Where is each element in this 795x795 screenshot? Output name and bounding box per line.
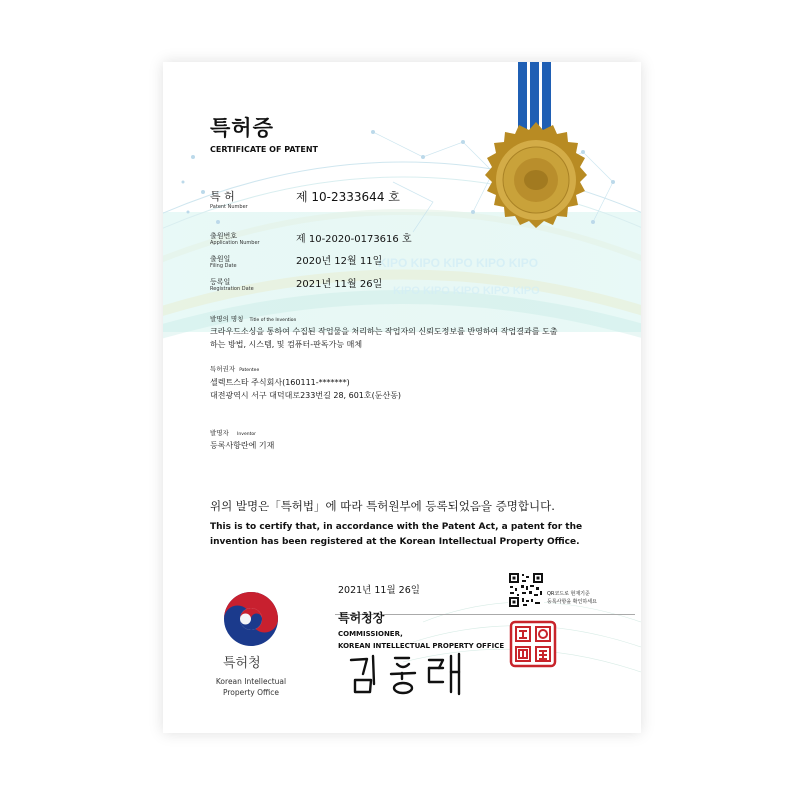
- commissioner-title-en2: KOREAN INTELLECTUAL PROPERTY OFFICE: [338, 642, 505, 650]
- certificate-title-ko: 특허증: [210, 116, 274, 140]
- handwritten-signature: [343, 650, 483, 700]
- invention-title-label-en: Title of the Invention: [249, 318, 297, 323]
- inventor-label-ko: 발명자: [210, 429, 229, 437]
- registration-date-label: 등록일: [210, 278, 231, 286]
- certification-ko: 위의 발명은「특허법」에 따라 특허원부에 등록되었음을 증명합니다.: [210, 499, 555, 513]
- inventor-label-en: Inventor: [237, 432, 256, 437]
- registration-date-label-en: Registration Date: [210, 286, 254, 292]
- certification-en-line2: invention has been registered at the Korean Intellectual Property Office.: [210, 537, 580, 547]
- inventor-value: 등록사항란에 기재: [210, 441, 275, 450]
- patent-number-label-en: Patent Number: [210, 204, 248, 210]
- application-number-value: 제 10-2020-0173616 호: [296, 234, 412, 245]
- qr-code-icon: [508, 572, 544, 608]
- filing-date-value: 2020년 12월 11일: [296, 256, 383, 267]
- filing-date-label: 출원일: [210, 255, 231, 263]
- patentee-label-ko: 특허권자: [210, 365, 236, 373]
- registration-date-value: 2021년 11월 26일: [296, 279, 383, 290]
- invention-title-line1: 크라우드소싱을 통하여 수집된 작업물을 처리하는 작업자의 신뢰도정보를 반영하여 작업결과를 도출: [210, 327, 558, 336]
- qr-note-line1: QR코드로 현재기준: [547, 591, 590, 597]
- svg-text:KIPO KIPO KIPO KIPO KIPO: KIPO KIPO KIPO KIPO KIPO: [393, 285, 540, 297]
- signature-date: 2021년 11월 26일: [338, 585, 420, 596]
- official-stamp-icon: [509, 620, 557, 668]
- invention-title-label: [210, 314, 296, 323]
- qr-note-line2: 등록사항을 확인하세요: [547, 599, 597, 605]
- patent-number-value: 제 10-2333644 호: [296, 190, 400, 204]
- inventor-label: [210, 428, 256, 437]
- patentee-label: [210, 364, 259, 373]
- gold-seal-icon: [468, 62, 588, 242]
- certificate-title-en: CERTIFICATE OF PATENT: [210, 145, 318, 154]
- filing-date-label-en: Filing Date: [210, 263, 237, 269]
- kipo-name-ko: 특허청: [223, 656, 261, 671]
- patentee-address: 대전광역시 서구 대덕대로233번길 28, 601호(둔산동): [210, 391, 402, 400]
- application-number-label: 출원번호: [210, 232, 238, 240]
- certification-en-line1: This is to certify that, in accordance with the Patent Act, a patent for the: [210, 522, 583, 532]
- patentee-name: 셀렉트스타 주식회사(160111-*******): [210, 378, 350, 387]
- kipo-name-en1: Korean Intellectual: [215, 677, 287, 686]
- patentee-label-en: Patentee: [239, 368, 260, 373]
- invention-title-line2: 하는 방법, 시스템, 및 컴퓨터-판독가능 매체: [210, 340, 363, 349]
- svg-text:KIPO KIPO KIPO KIPO KIPO: KIPO KIPO KIPO KIPO KIPO: [378, 256, 539, 270]
- invention-title-label-ko: 발명의 명칭: [210, 315, 244, 323]
- certificate-page: [163, 62, 641, 733]
- commissioner-title-ko: 특허청장: [338, 611, 385, 625]
- application-number-label-en: Application Number: [210, 240, 260, 246]
- patent-number-label: 특 허: [210, 190, 235, 203]
- commissioner-title-en1: COMMISSIONER,: [338, 630, 403, 638]
- kipo-name-en2: Property Office: [222, 688, 279, 697]
- kipo-taegeuk-logo-icon: [221, 589, 281, 649]
